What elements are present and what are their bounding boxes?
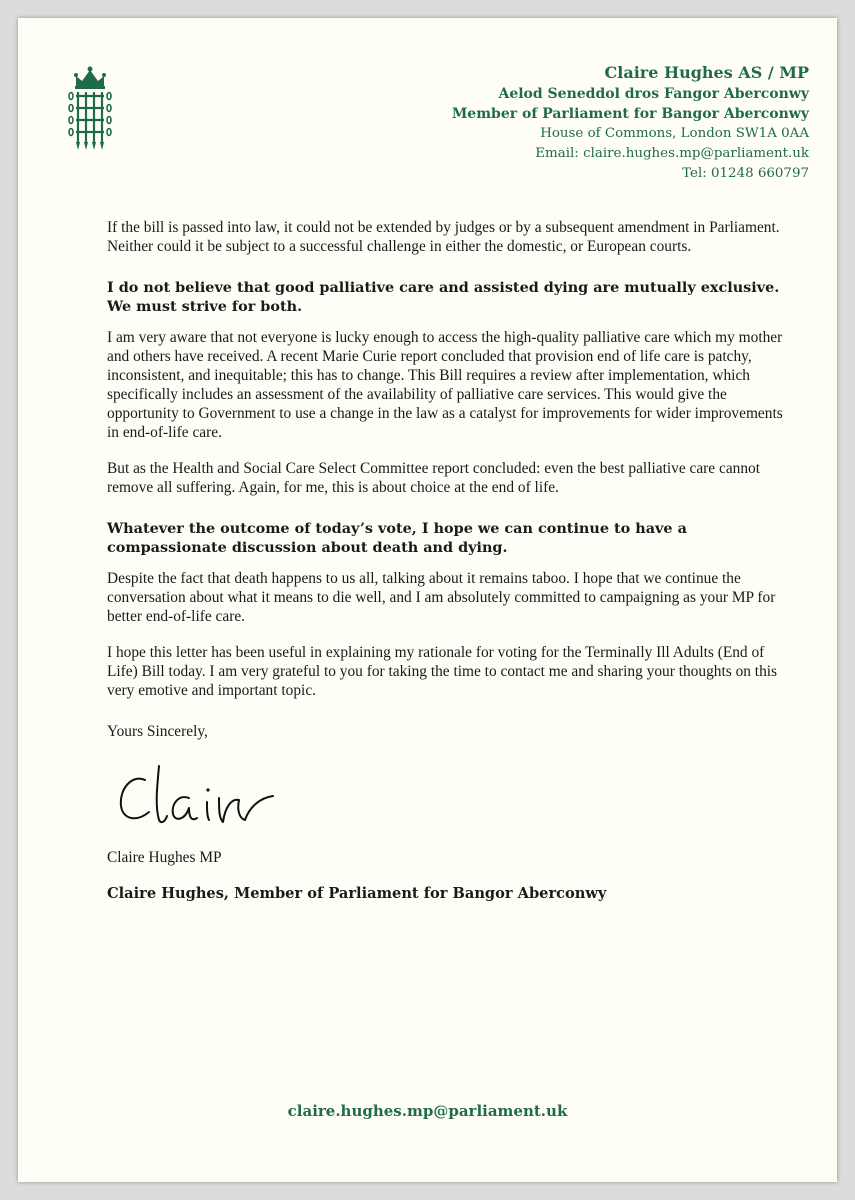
letterhead-english-title: Member of Parliament for Bangor Aberconwy bbox=[451, 106, 809, 122]
heading-palliative-care: I do not believe that good palliative care and assisted dying are mutually exclusive. We must strive for both. bbox=[107, 279, 780, 315]
signer-name: Claire Hughes MP bbox=[107, 849, 222, 866]
salutation: Yours Sincerely, bbox=[107, 723, 208, 740]
letterhead-welsh-title: Aelod Seneddol dros Fangor Aberconwy bbox=[498, 86, 809, 102]
handwritten-signature bbox=[111, 758, 291, 838]
letterhead bbox=[452, 62, 809, 184]
letter-body bbox=[107, 218, 797, 904]
paragraph-law-extension: If the bill is passed into law, it could not be extended by judges or by a subsequent amendment in Parliament. Neither could it be subject to a successful challenge in either the domestic, or European courts. bbox=[107, 219, 780, 255]
paragraph-palliative-access: I am very aware that not everyone is lucky enough to access the high-quality palliative care which my mother and others have received. A recent Marie Curie report concluded that provision end of life care is patchy, inconsistent, and inequitable; this has to change. This Bill requires a review after implementation, which specifically includes an assessment of the availability of palliative care services. This would give the opportunity to Government to use a change in the law as a catalyst for improvements for wider improvements in end-of-life care. bbox=[107, 329, 783, 441]
paragraph-select-committee: But as the Health and Social Care Select Committee report concluded: even the best palliative care cannot remove all suffering. Again, for me, this is about choice at the end of life. bbox=[107, 460, 761, 496]
letterhead-name: Claire Hughes AS / MP bbox=[604, 63, 809, 82]
letterhead-email: Email: claire.hughes.mp@parliament.uk bbox=[535, 146, 809, 161]
heading-todays-vote: Whatever the outcome of today’s vote, I hope we can continue to have a compassionate discussion about death and dying. bbox=[107, 520, 687, 556]
footer-email[interactable]: claire.hughes.mp@parliament.uk bbox=[287, 1102, 568, 1120]
portcullis-logo-icon bbox=[68, 64, 112, 156]
letter-page bbox=[18, 18, 837, 1182]
letterhead-address: House of Commons, London SW1A 0AA bbox=[540, 126, 809, 141]
letterhead-tel: Tel: 01248 660797 bbox=[682, 166, 809, 181]
signer-full-title: Claire Hughes, Member of Parliament for Bangor Aberconwy bbox=[107, 885, 607, 902]
paragraph-death-taboo: Despite the fact that death happens to us all, talking about it remains taboo. I hope that we continue the conversation about what it means to die well, and I am absolutely committed to campaigning as your MP for better end-of-life care. bbox=[107, 570, 776, 625]
paragraph-gratitude: I hope this letter has been useful in explaining my rationale for voting for the Terminally Ill Adults (End of Life) Bill today. I am very grateful to you for taking the time to contact me and sharing your thoughts on this very emotive and important topic. bbox=[107, 644, 778, 699]
